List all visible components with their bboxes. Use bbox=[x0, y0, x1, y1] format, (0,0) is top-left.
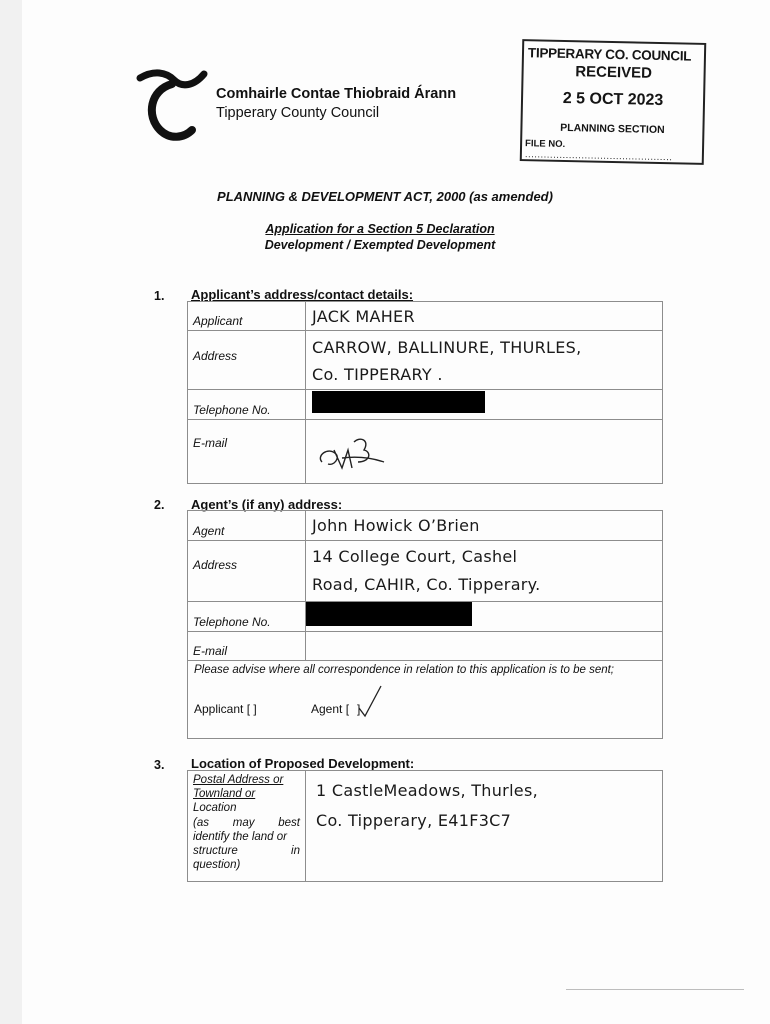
agent-label: Agent bbox=[188, 511, 306, 541]
stamp-section: PLANNING SECTION bbox=[560, 121, 665, 137]
applicant-address-value bbox=[306, 331, 663, 390]
label-structure: structure in bbox=[193, 845, 300, 858]
page-scan-edge bbox=[0, 0, 22, 1024]
scribbled-out-mark-icon bbox=[312, 428, 392, 478]
label-postal-address: Postal Address or bbox=[193, 774, 284, 786]
correspondence-cell bbox=[188, 661, 663, 739]
label-townland: Townland or bbox=[193, 788, 256, 801]
received-stamp bbox=[520, 39, 707, 165]
stamp-date: 2 5 OCT 2023 bbox=[562, 89, 664, 110]
applicant-name-value: JACK MAHER bbox=[306, 302, 663, 331]
applicant-details-table bbox=[187, 301, 663, 484]
act-title: PLANNING & DEVELOPMENT ACT, 2000 (as amended) bbox=[217, 189, 553, 204]
redacted-agent-telephone bbox=[306, 602, 472, 626]
agent-telephone-label: Telephone No. bbox=[188, 602, 306, 632]
redacted-telephone bbox=[312, 391, 485, 413]
footer-rule bbox=[566, 989, 744, 990]
council-name-english: Tipperary County Council bbox=[216, 105, 380, 121]
agent-address-line2: Road, CAHIR, Co. Tipperary. bbox=[312, 575, 541, 594]
stamp-received: RECEIVED bbox=[575, 63, 653, 82]
section-2-number: 2. bbox=[154, 498, 165, 512]
location-address-line1: 1 CastleMeadows, Thurles, bbox=[316, 781, 538, 800]
tick-mark-icon bbox=[357, 684, 383, 718]
section-3-heading: Location of Proposed Development: bbox=[191, 756, 415, 771]
location-address-value bbox=[306, 771, 663, 882]
label-as-may-best: (as may best bbox=[193, 816, 300, 829]
option-agent-bracket-close: ] bbox=[357, 702, 361, 717]
section-2-heading: Agent’s (if any) address: bbox=[191, 497, 343, 512]
section-3-number: 3. bbox=[154, 758, 165, 772]
agent-address-line1: 14 College Court, Cashel bbox=[312, 547, 518, 566]
applicant-label: Applicant bbox=[188, 302, 306, 331]
applicant-address-line1: CARROW, BALLINURE, THURLES, bbox=[312, 338, 582, 357]
option-agent-label: Agent [ bbox=[311, 702, 350, 717]
agent-email-label: E-mail bbox=[188, 632, 306, 661]
location-details-table bbox=[187, 770, 663, 882]
agent-email-value bbox=[306, 632, 663, 661]
correspondence-instruction: Please advise where all correspondence in relation to this application is to be sent; bbox=[194, 664, 614, 676]
application-subtitle: Development / Exempted Development bbox=[264, 238, 496, 252]
applicant-address-label: Address bbox=[188, 331, 306, 390]
tipperary-council-logo-icon bbox=[132, 68, 212, 144]
agent-address-value bbox=[306, 541, 663, 602]
stamp-file-no-dots: ............................................... bbox=[524, 149, 673, 164]
applicant-email-value bbox=[306, 420, 663, 484]
label-identify: identify the land or bbox=[193, 830, 287, 843]
agent-details-table bbox=[187, 510, 663, 739]
application-title: Application for a Section 5 Declaration bbox=[265, 222, 495, 236]
agent-address-label: Address bbox=[188, 541, 306, 602]
stamp-file-no bbox=[525, 138, 702, 164]
agent-name-value: John Howick O’Brien bbox=[306, 511, 663, 541]
correspondence-options bbox=[194, 698, 658, 722]
stamp-file-no-label: FILE NO. bbox=[524, 138, 566, 151]
agent-telephone-value bbox=[306, 602, 663, 632]
location-label-cell bbox=[188, 771, 306, 882]
applicant-telephone-value bbox=[306, 390, 663, 420]
applicant-email-label: E-mail bbox=[188, 420, 306, 484]
option-applicant-checkbox[interactable]: Applicant [ ] bbox=[194, 702, 257, 717]
applicant-address-line2: Co. TIPPERARY . bbox=[312, 365, 443, 384]
section-1-number: 1. bbox=[154, 289, 165, 303]
applicant-telephone-label: Telephone No. bbox=[188, 390, 306, 420]
label-location: Location bbox=[193, 802, 237, 815]
stamp-council: TIPPERARY CO. COUNCIL bbox=[527, 45, 692, 64]
section-1-heading: Applicant’s address/contact details: bbox=[191, 287, 414, 302]
label-question: question) bbox=[193, 859, 241, 872]
location-address-line2: Co. Tipperary, E41F3C7 bbox=[316, 811, 512, 830]
council-name-irish: Comhairle Contae Thiobraid Árann bbox=[216, 86, 457, 102]
option-agent-checkbox[interactable] bbox=[311, 702, 360, 717]
